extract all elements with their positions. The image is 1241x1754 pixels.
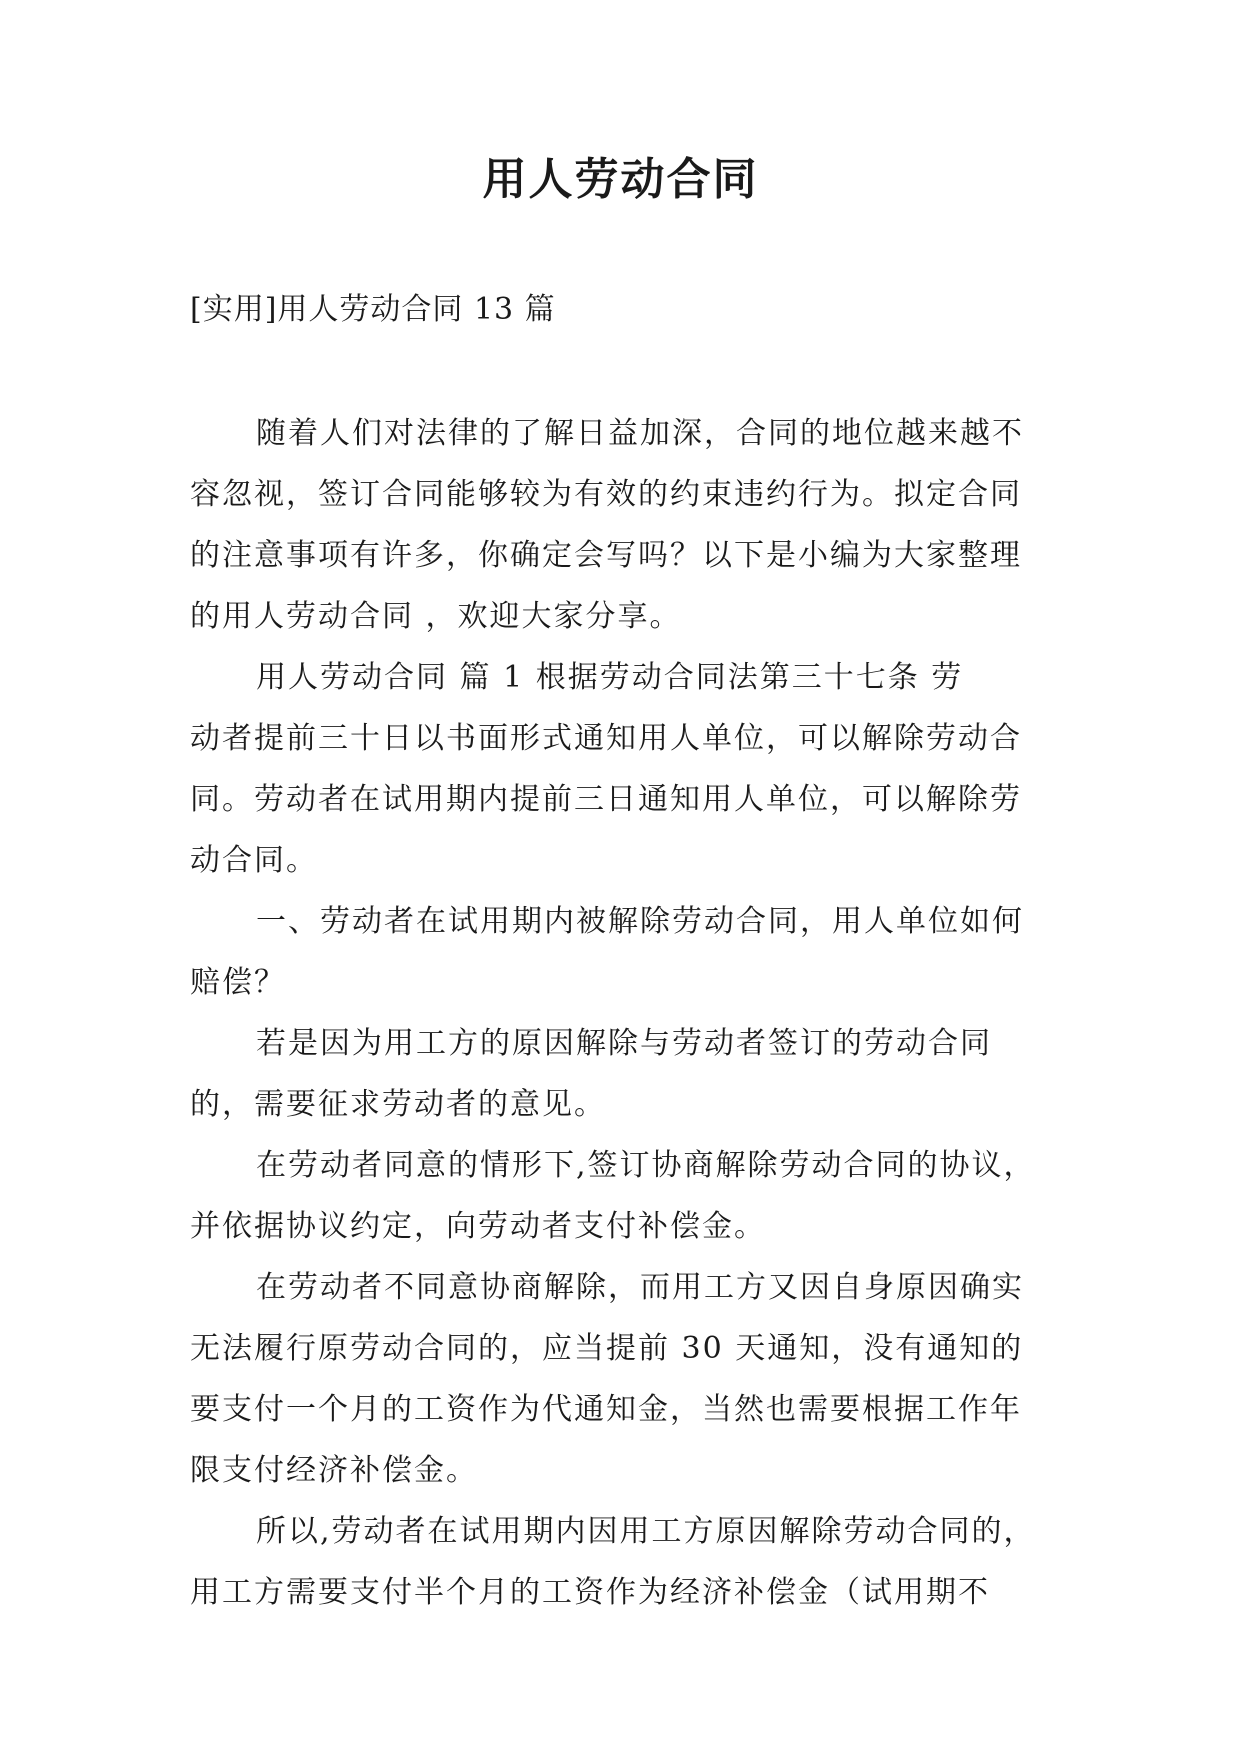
paragraph-line: 在劳动者不同意协商解除，而用工方又因自身原因确实 xyxy=(256,1270,1024,1305)
paragraph-line: 动者提前三十日以书面形式通知用人单位，可以解除劳动合 xyxy=(190,721,1022,756)
paragraph-line: 随着人们对法律的了解日益加深，合同的地位越来越不 xyxy=(256,416,1024,451)
paragraph-line: 用工方需要支付半个月的工资作为经济补偿金（试用期不 xyxy=(190,1575,990,1610)
paragraph-line: 的，需要征求劳动者的意见。 xyxy=(190,1087,606,1122)
paragraph-line: 限支付经济补偿金。 xyxy=(190,1453,478,1488)
paragraph-line: 同。劳动者在试用期内提前三日通知用人单位，可以解除劳 xyxy=(190,782,1022,817)
paragraph-line: 的注意事项有许多，你确定会写吗？以下是小编为大家整理 xyxy=(190,538,1022,573)
paragraph-line: 赔偿？ xyxy=(190,965,286,1000)
document-body xyxy=(190,403,1050,1623)
paragraph-line: 用人劳动合同 篇 1 根据劳动合同法第三十七条 劳 xyxy=(256,660,964,695)
paragraph-line: 所以,劳动者在试用期内因用工方原因解除劳动合同的， xyxy=(256,1514,1036,1549)
paragraph-line: 无法履行原劳动合同的，应当提前 30 天通知，没有通知的 xyxy=(190,1331,1024,1366)
paragraph-line: 并依据协议约定，向劳动者支付补偿金。 xyxy=(190,1209,766,1244)
paragraph-line: 要支付一个月的工资作为代通知金，当然也需要根据工作年 xyxy=(190,1392,1022,1427)
paragraph-line: 一、劳动者在试用期内被解除劳动合同，用人单位如何 xyxy=(256,904,1024,939)
paragraph-line: 容忽视，签订合同能够较为有效的约束违约行为。拟定合同 xyxy=(190,477,1022,512)
paragraph-line: 的用人劳动合同 ，欢迎大家分享。 xyxy=(190,599,682,634)
paragraph-line: 若是因为用工方的原因解除与劳动者签订的劳动合同 xyxy=(256,1026,992,1061)
document-title: 用人劳动合同 xyxy=(482,154,759,205)
document-subtitle: [实用]用人劳动合同 13 篇 xyxy=(190,292,556,327)
paragraph-line: 动合同。 xyxy=(190,843,318,878)
paragraph-line: 在劳动者同意的情形下,签订协商解除劳动合同的协议， xyxy=(256,1148,1036,1183)
